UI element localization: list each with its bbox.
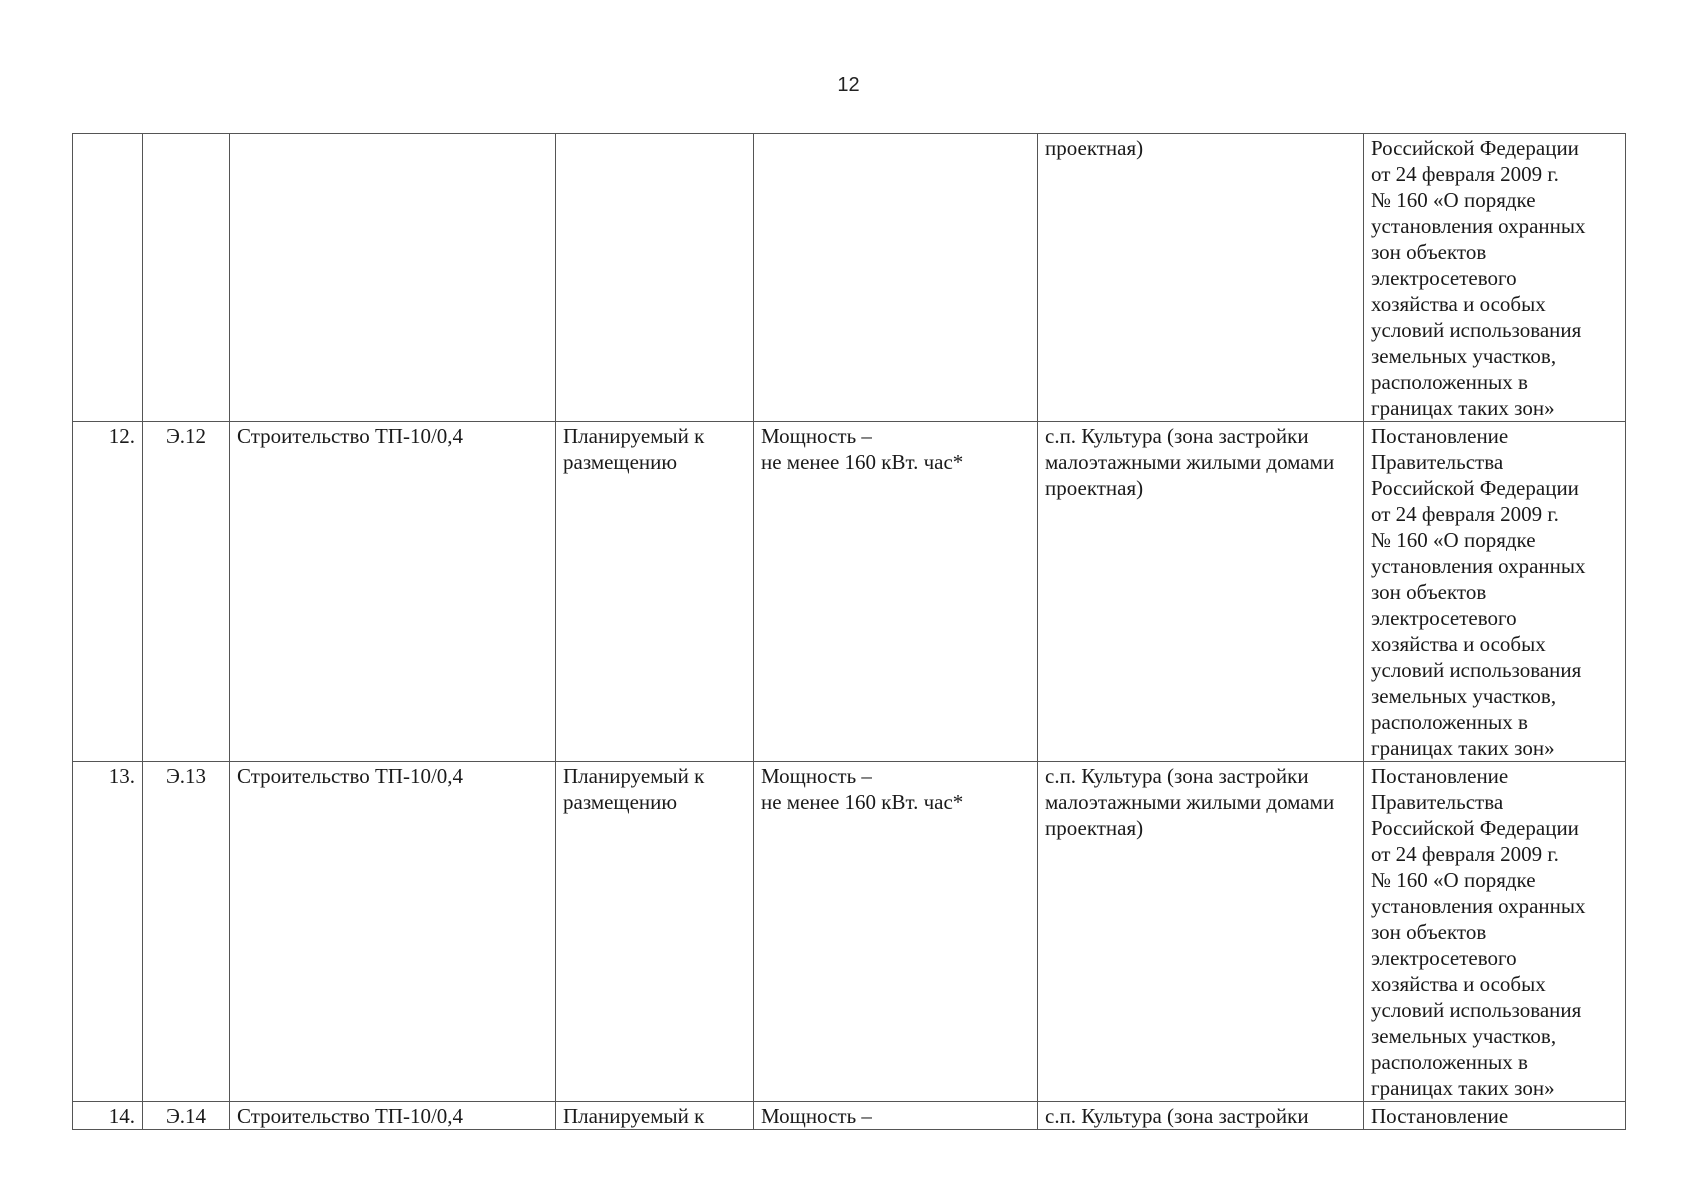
location-line: проектная) — [1045, 136, 1144, 160]
table-row — [73, 134, 1626, 422]
objects-table — [72, 133, 1626, 1130]
row-number-cell: 12. — [73, 422, 143, 762]
basis-line: Постановление — [1371, 1104, 1509, 1128]
object-code-cell: Э.12 — [143, 422, 230, 762]
basis-line: Российской Федерации — [1371, 136, 1579, 160]
object-status-cell — [556, 762, 754, 1102]
status-line: Планируемый к — [563, 1104, 705, 1128]
object-status-cell — [556, 422, 754, 762]
object-characteristics-cell — [754, 134, 1038, 422]
location-line: малоэтажными жилыми домами — [1045, 790, 1335, 814]
row-number-cell: 13. — [73, 762, 143, 1102]
basis-line: установления охранных — [1371, 554, 1586, 578]
basis-line: земельных участков, — [1371, 344, 1557, 368]
object-name-cell: Строительство ТП-10/0,4 — [230, 762, 556, 1102]
table-row — [73, 1102, 1626, 1130]
basis-line: хозяйства и особых — [1371, 632, 1546, 656]
basis-line: границах таких зон» — [1371, 736, 1555, 760]
object-characteristics-cell — [754, 1102, 1038, 1130]
basis-line: границах таких зон» — [1371, 396, 1555, 420]
page-number: 12 — [837, 74, 860, 96]
basis-line: электросетевого — [1371, 946, 1517, 970]
object-characteristics-cell — [754, 422, 1038, 762]
basis-line: Правительства — [1371, 450, 1504, 474]
location-line: с.п. Культура (зона застройки — [1045, 424, 1309, 448]
basis-line: условий использования — [1371, 658, 1582, 682]
basis-line: зон объектов — [1371, 580, 1487, 604]
object-location-cell — [1038, 134, 1364, 422]
basis-line: установления охранных — [1371, 214, 1586, 238]
row-number-cell — [73, 134, 143, 422]
basis-line: хозяйства и особых — [1371, 972, 1546, 996]
object-name-cell: Строительство ТП-10/0,4 — [230, 422, 556, 762]
basis-line: электросетевого — [1371, 606, 1517, 630]
basis-line: расположенных в — [1371, 1050, 1528, 1074]
characteristics-line: не менее 160 кВт. час* — [761, 450, 964, 474]
basis-line: от 24 февраля 2009 г. — [1371, 162, 1559, 186]
characteristics-line: не менее 160 кВт. час* — [761, 790, 964, 814]
object-name-cell: Строительство ТП-10/0,4 — [230, 1102, 556, 1130]
row-number-cell: 14. — [73, 1102, 143, 1130]
basis-line: земельных участков, — [1371, 1024, 1557, 1048]
object-location-cell — [1038, 762, 1364, 1102]
object-status-cell — [556, 134, 754, 422]
object-name-cell — [230, 134, 556, 422]
basis-line: Постановление — [1371, 424, 1509, 448]
basis-line: установления охранных — [1371, 894, 1586, 918]
object-code-cell: Э.13 — [143, 762, 230, 1102]
basis-line: расположенных в — [1371, 370, 1528, 394]
basis-line: зон объектов — [1371, 240, 1487, 264]
basis-line: расположенных в — [1371, 710, 1528, 734]
table-row — [73, 762, 1626, 1102]
status-line: размещению — [563, 790, 678, 814]
basis-line: № 160 «О порядке — [1371, 528, 1536, 552]
status-line: размещению — [563, 450, 678, 474]
table-row — [73, 422, 1626, 762]
table-body — [73, 134, 1626, 1130]
status-line: Планируемый к — [563, 424, 705, 448]
basis-line: Постановление — [1371, 764, 1509, 788]
regulatory-basis-cell — [1364, 1102, 1626, 1130]
object-code-cell — [143, 134, 230, 422]
object-code-cell: Э.14 — [143, 1102, 230, 1130]
characteristics-line: Мощность – — [761, 764, 872, 788]
status-line: Планируемый к — [563, 764, 705, 788]
basis-line: земельных участков, — [1371, 684, 1557, 708]
object-characteristics-cell — [754, 762, 1038, 1102]
location-line: малоэтажными жилыми домами — [1045, 450, 1335, 474]
location-line: проектная) — [1045, 816, 1144, 840]
basis-line: от 24 февраля 2009 г. — [1371, 502, 1559, 526]
characteristics-line: Мощность – — [761, 424, 872, 448]
regulatory-basis-cell — [1364, 134, 1626, 422]
location-line: с.п. Культура (зона застройки — [1045, 764, 1309, 788]
characteristics-line: Мощность – — [761, 1104, 872, 1128]
basis-line: Российской Федерации — [1371, 816, 1579, 840]
basis-line: № 160 «О порядке — [1371, 868, 1536, 892]
basis-line: Российской Федерации — [1371, 476, 1579, 500]
basis-line: № 160 «О порядке — [1371, 188, 1536, 212]
location-line: проектная) — [1045, 476, 1144, 500]
basis-line: хозяйства и особых — [1371, 292, 1546, 316]
regulatory-basis-cell — [1364, 762, 1626, 1102]
basis-line: условий использования — [1371, 318, 1582, 342]
basis-line: электросетевого — [1371, 266, 1517, 290]
basis-line: от 24 февраля 2009 г. — [1371, 842, 1559, 866]
object-location-cell — [1038, 422, 1364, 762]
basis-line: зон объектов — [1371, 920, 1487, 944]
regulatory-basis-cell — [1364, 422, 1626, 762]
object-location-cell — [1038, 1102, 1364, 1130]
basis-line: Правительства — [1371, 790, 1504, 814]
basis-line: условий использования — [1371, 998, 1582, 1022]
object-status-cell — [556, 1102, 754, 1130]
basis-line: границах таких зон» — [1371, 1076, 1555, 1100]
location-line: с.п. Культура (зона застройки — [1045, 1104, 1309, 1128]
